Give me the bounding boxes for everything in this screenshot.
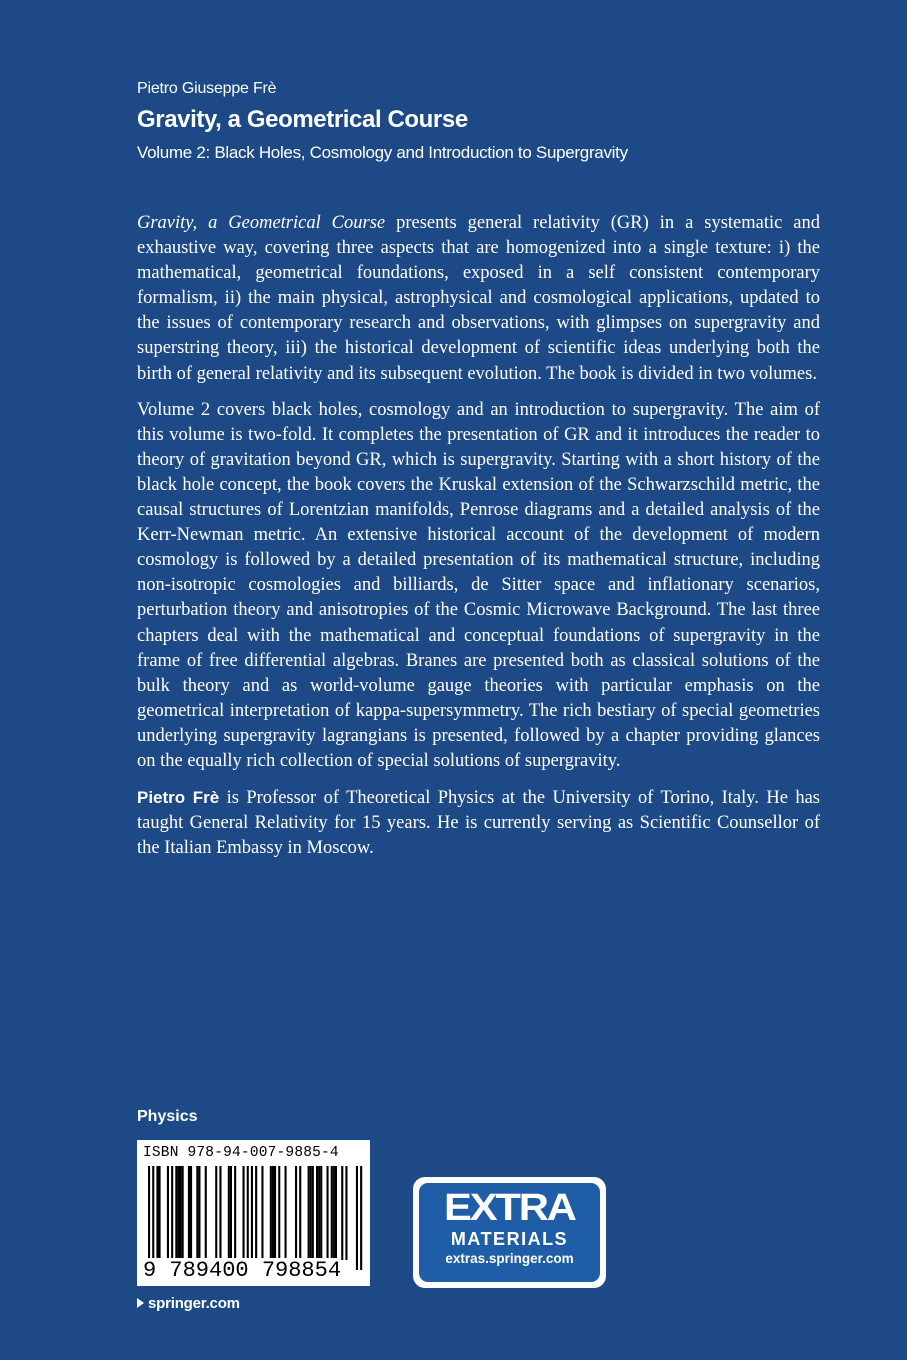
extra-materials-badge[interactable]: [413, 1177, 606, 1288]
barcode-bar: [152, 1166, 154, 1270]
barcode-bar: [219, 1166, 221, 1260]
isbn-label: ISBN 978-94-007-9885-4: [143, 1145, 339, 1161]
materials-label: MATERIALS: [450, 1229, 569, 1249]
barcode-bar: [278, 1166, 280, 1260]
book-title: Gravity, a Geometrical Course: [137, 106, 468, 133]
barcode-bar: [230, 1166, 232, 1260]
description-paragraph-1: [137, 211, 820, 387]
ean-digits: 9 789400 798854: [143, 1258, 342, 1283]
extra-label: EXTRA: [444, 1187, 575, 1229]
barcode-icon: [145, 1166, 363, 1270]
isbn-barcode: [137, 1140, 370, 1286]
barcode-bar: [215, 1166, 217, 1260]
barcode-bar: [327, 1166, 329, 1260]
barcode-bar: [255, 1166, 257, 1260]
barcode-bar: [272, 1166, 274, 1260]
barcode-bar: [148, 1166, 150, 1270]
barcode-bar: [270, 1166, 272, 1260]
extras-url: extras.springer.com: [445, 1251, 574, 1266]
barcode-bar: [345, 1166, 347, 1260]
barcode-bar: [171, 1166, 173, 1260]
title-reference: Gravity, a Geometrical Course: [137, 213, 386, 233]
springer-link[interactable]: [137, 1295, 240, 1312]
book-subtitle: Volume 2: Black Holes, Cosmology and Introduction to Supergravity: [137, 143, 628, 162]
barcode-bar: [295, 1166, 297, 1260]
subject-category: Physics: [137, 1108, 198, 1125]
barcode-bar: [360, 1166, 362, 1270]
barcode-bar: [177, 1166, 179, 1260]
barcode-bar: [333, 1166, 335, 1260]
barcode-bar: [159, 1166, 161, 1260]
barcode-bar: [341, 1166, 343, 1260]
barcode-bar: [308, 1166, 310, 1260]
barcode-bar: [198, 1166, 200, 1260]
barcode-bar: [247, 1166, 249, 1270]
barcode-bar: [190, 1166, 192, 1260]
arrow-right-icon: [137, 1298, 144, 1308]
barcode-bar: [167, 1166, 169, 1260]
barcode-bar: [261, 1166, 263, 1260]
barcode-bar: [205, 1166, 207, 1260]
barcode-bar: [274, 1166, 276, 1260]
barcode-bar: [316, 1166, 318, 1260]
barcode-bar: [196, 1166, 198, 1260]
description-paragraph-2: Volume 2 covers black holes, cosmology and an introduction to supergravity. The aim of this volume is two-fold. It completes the presentation of GR and it introduces the reader to theory of gravitation beyond GR, which is supergravity. Starting with a short history of the black hole concept, the book covers the Kruskal extension of the Schwarzschild metric, the causal structures of Lorentzian manifolds, Penrose diagrams and a detailed analysis of the Kerr-Newman metric. An extensive historical account of the development of modern cosmology is followed by a detailed presentation of its mathematical structure, including non-isotropic cosmologies and billiards, de Sitter space and inflationary scenarios, perturbation theory and anisotropies of the Cosmic Microwave Background. The last three chapters deal with the mathematical and conceptual foundations of supergravity in the frame of free differential algebras. Branes are presented both as classical solutions of the bulk theory and as world-volume gauge theories with particular emphasis on the geometrical interpretation of kappa-supersymmetry. The rich bestiary of special geometries underlying supergravity lagrangians is presented, followed by a chapter providing glances on the equally rich collection of special solutions of supergravity.: [137, 399, 820, 771]
barcode-bar: [335, 1166, 337, 1260]
author-bio-text: is Professor of Theoretical Physics at the University of Torino, Italy. He has taught General Relativity for 15 years. He is currently serving as Scientific Counsellor of the Italian Embassy in Moscow.: [137, 788, 821, 859]
barcode-bar: [175, 1166, 177, 1260]
barcode-bar: [285, 1166, 287, 1260]
barcode-bar: [234, 1166, 236, 1260]
barcode-bar: [312, 1166, 314, 1260]
barcode-bar: [182, 1166, 184, 1260]
extra-materials-badge-inner: [419, 1183, 600, 1282]
author-bio: [137, 785, 820, 861]
barcode-bar: [299, 1166, 301, 1260]
barcode-bar: [356, 1166, 358, 1270]
barcode-bar: [251, 1166, 253, 1270]
barcode-bar: [156, 1166, 158, 1260]
barcode-bar: [318, 1166, 320, 1260]
author-name: Pietro Giuseppe Frè: [137, 80, 277, 97]
barcode-bar: [310, 1166, 312, 1260]
springer-link-text: springer.com: [148, 1295, 240, 1312]
barcode-bar: [243, 1166, 245, 1270]
barcode-bar: [180, 1166, 182, 1260]
barcode-bar: [228, 1166, 230, 1260]
barcode-bar: [331, 1166, 333, 1260]
description-paragraph-1-text: presents general relativity (GR) in a systematic and exhaustive way, covering three aspects that are homogenized into a single texture: i) the mathematical, geometrical foundations, exposed in a self consistent contemporary formalism, ii) the main physical, astrophysical and cosmological applications, updated to the issues of contemporary research and observations, with glimpses on supergravity and superstring theory, iii) the historical development of scientific ideas underlying both the birth of general relativity and its subsequent evolution. The book is divided in two volumes.: [137, 213, 820, 384]
barcode-bar: [188, 1166, 190, 1260]
author-bio-name: Pietro Frè: [137, 788, 220, 808]
barcode-bar: [320, 1166, 322, 1260]
description: [137, 211, 820, 872]
